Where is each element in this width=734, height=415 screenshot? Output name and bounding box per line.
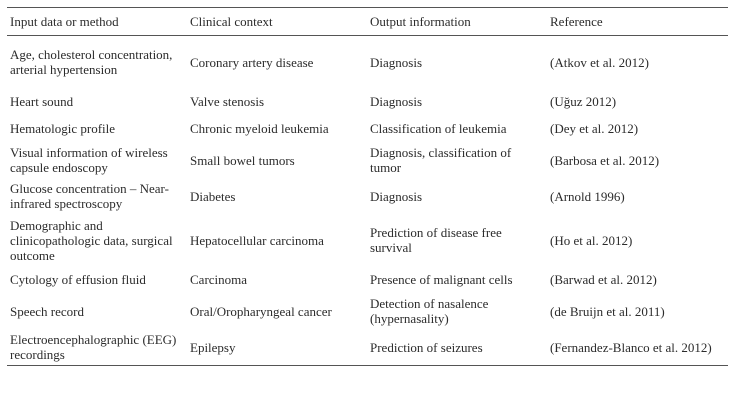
cell-reference: (Barbosa et al. 2012) [550, 152, 660, 168]
header-input-data: Input data or method [10, 14, 119, 29]
cell-reference: (Dey et al. 2012) [550, 121, 639, 136]
cell-input-data: Cytology of effusion fluid [10, 272, 146, 287]
cell-input-data: Visual information of wireless capsule endoscopy [10, 145, 168, 175]
cell-clinical-context: Chronic myeloid leukemia [190, 121, 329, 136]
cell-clinical-context: Valve stenosis [190, 94, 265, 109]
cell-output-information: Diagnosis, classification of tumor [370, 145, 512, 175]
table-body [7, 36, 728, 366]
cell-output-information: Prediction of disease free survival [370, 225, 502, 255]
cell-reference: (Uğuz 2012) [550, 94, 617, 109]
table-row [7, 88, 728, 115]
data-table [7, 7, 728, 366]
cell-output-information: Detection of nasalence (hypernasality) [370, 296, 489, 326]
cell-clinical-context: Coronary artery disease [190, 54, 314, 70]
cell-input-data: Demographic and clinicopathologic data, surgical outcome [10, 217, 173, 263]
cell-input-data: Heart sound [10, 94, 74, 109]
cell-clinical-context: Hepatocellular carcinoma [190, 232, 324, 248]
cell-output-information: Prediction of seizures [370, 339, 483, 355]
header-clinical-context: Clinical context [190, 14, 273, 29]
cell-input-data: Speech record [10, 303, 84, 319]
cell-output-information: Presence of malignant cells [370, 272, 513, 287]
cell-reference: (Ho et al. 2012) [550, 232, 633, 248]
cell-clinical-context: Small bowel tumors [190, 152, 295, 168]
table-row [7, 266, 728, 293]
cell-reference: (Barwad et al. 2012) [550, 272, 657, 287]
cell-input-data: Hematologic profile [10, 121, 116, 136]
cell-reference: (Arnold 1996) [550, 188, 625, 204]
table-row [7, 329, 728, 366]
cell-input-data: Electroencephalographic (EEG) recordings [10, 332, 177, 362]
cell-output-information: Classification of leukemia [370, 121, 507, 136]
cell-input-data: Glucose concentration – Near-infrared spectroscopy [10, 181, 169, 211]
cell-clinical-context: Carcinoma [190, 272, 248, 287]
header-row [7, 8, 728, 36]
cell-reference: (Fernandez-Blanco et al. 2012) [550, 339, 712, 355]
header-reference: Reference [550, 14, 603, 29]
table-row [7, 36, 728, 89]
table-header [7, 8, 728, 36]
cell-clinical-context: Epilepsy [190, 339, 236, 355]
cell-output-information: Diagnosis [370, 54, 422, 70]
cell-clinical-context: Diabetes [190, 188, 236, 204]
cell-reference: (Atkov et al. 2012) [550, 54, 649, 70]
table-row [7, 142, 728, 178]
table-row [7, 293, 728, 329]
table-container [7, 7, 728, 366]
cell-reference: (de Bruijn et al. 2011) [550, 303, 665, 319]
table-row [7, 178, 728, 214]
cell-output-information: Diagnosis [370, 188, 422, 204]
header-output-information: Output information [370, 14, 471, 29]
cell-output-information: Diagnosis [370, 94, 422, 109]
cell-input-data: Age, cholesterol concentration, arterial hypertension [10, 47, 173, 77]
table-row [7, 115, 728, 142]
table-row [7, 214, 728, 266]
cell-clinical-context: Oral/Oropharyngeal cancer [190, 303, 332, 319]
